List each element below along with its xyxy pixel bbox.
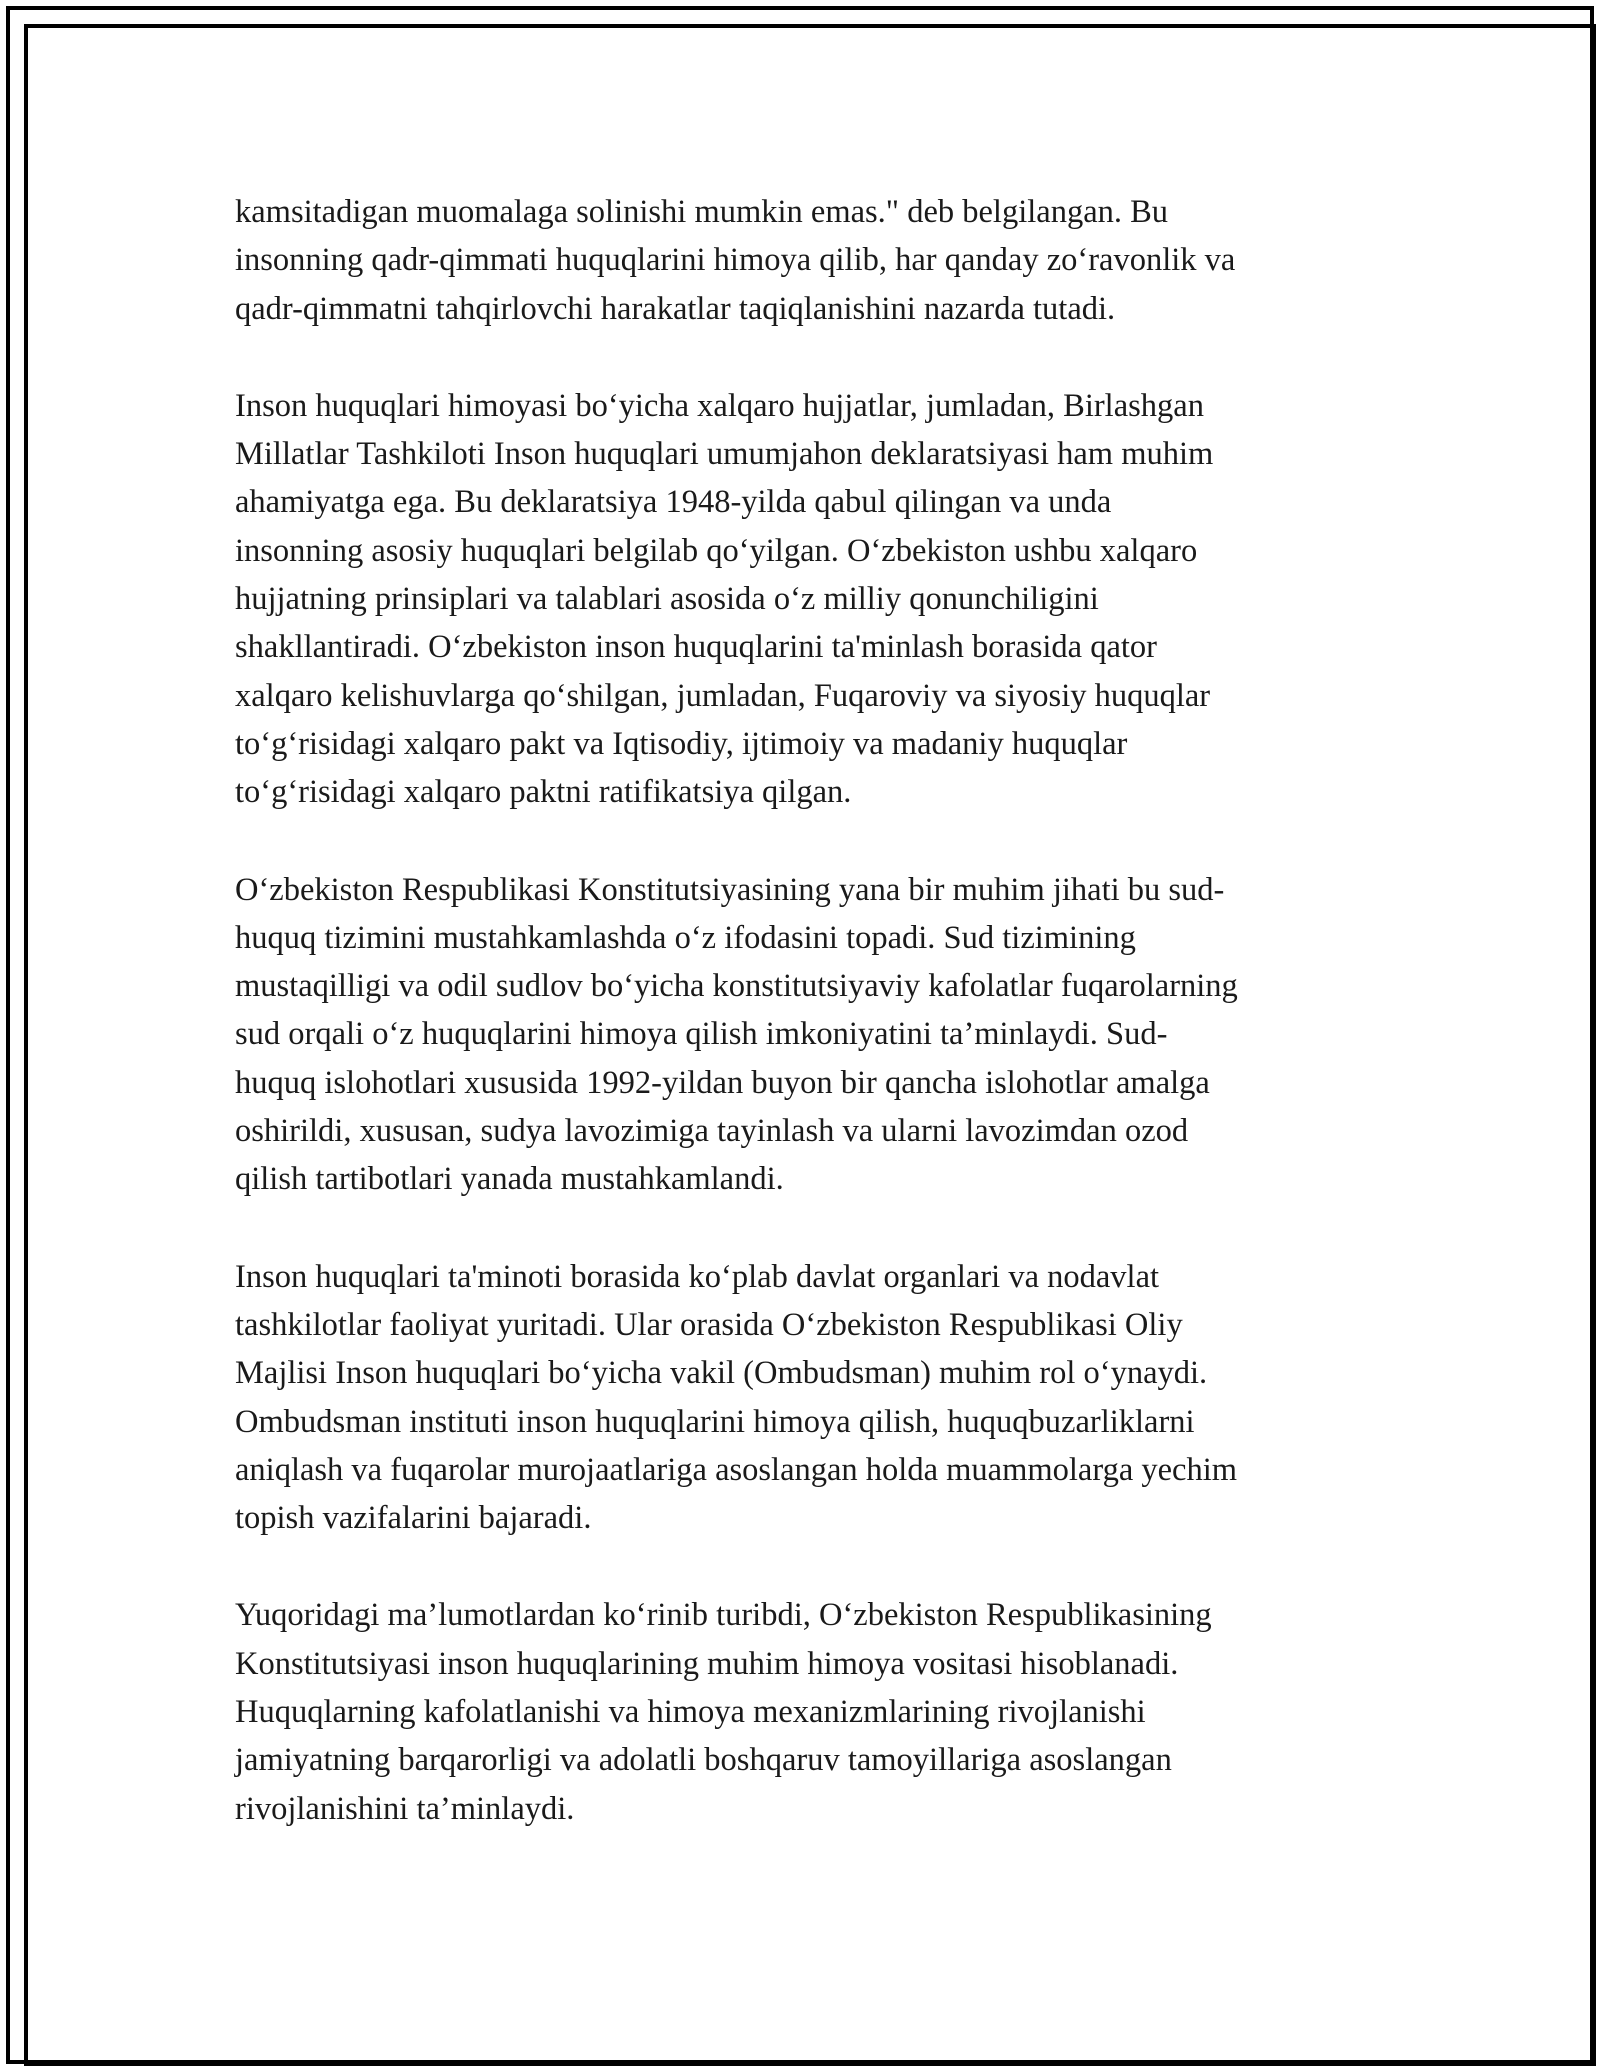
paragraph-4 — [235, 1253, 1370, 1543]
text-line: qadr-qimmatni tahqirlovchi harakatlar taqiqlanishini nazarda tutadi. — [235, 290, 1116, 327]
paragraph-3 — [235, 866, 1370, 1204]
text-line: Konstitutsiyasi inson huquqlarining muhim himoya vositasi hisoblanadi. — [235, 1645, 1179, 1682]
text-line: kamsitadigan muomalaga solinishi mumkin emas." deb belgilangan. Bu — [235, 194, 1169, 230]
text-line: insonning asosiy huquqlari belgilab qoʻyilgan. Oʻzbekiston ushbu xalqaro — [235, 532, 1198, 569]
document-body — [235, 188, 1370, 1882]
text-line: Majlisi Inson huquqlari boʻyicha vakil (Ombudsman) muhim rol oʻynaydi. — [235, 1355, 1208, 1392]
text-line: sud orqali oʻz huquqlarini himoya qilish imkoniyatini ta’minlaydi. Sud- — [235, 1016, 1168, 1053]
text-line: hujjatning prinsiplari va talablari asosida oʻz milliy qonunchiligini — [235, 581, 1099, 618]
text-line: ahamiyatga ega. Bu deklaratsiya 1948-yilda qabul qilingan va unda — [235, 484, 1112, 521]
text-line: toʻgʻrisidagi xalqaro paktni ratifikatsiya qilgan. — [235, 774, 852, 811]
text-line: huquq islohotlari xususida 1992-yildan buyon bir qancha islohotlar amalga — [235, 1064, 1210, 1101]
text-line: jamiyatning barqarorligi va adolatli boshqaruv tamoyillariga asoslangan — [235, 1742, 1172, 1779]
text-line: Ombudsman instituti inson huquqlarini himoya qilish, huquqbuzarliklarni — [235, 1403, 1195, 1440]
text-line: xalqaro kelishuvlarga qoʻshilgan, jumladan, Fuqaroviy va siyosiy huquqlar — [235, 677, 1211, 714]
text-line: shakllantiradi. Oʻzbekiston inson huquqlarini ta'minlash borasida qator — [235, 629, 1157, 666]
text-line: rivojlanishini ta’minlaydi. — [235, 1790, 575, 1827]
paragraph-5 — [235, 1591, 1370, 1832]
text-line: Inson huquqlari ta'minoti borasida koʻplab davlat organlari va nodavlat — [235, 1258, 1160, 1295]
paragraph-1 — [235, 188, 1370, 333]
text-line: mustaqilligi va odil sudlov boʻyicha konstitutsiyaviy kafolatlar fuqarolarning — [235, 968, 1238, 1005]
text-line: insonning qadr-qimmati huquqlarini himoya qilib, har qanday zoʻravonlik va — [235, 242, 1236, 279]
text-line: Inson huquqlari himoyasi boʻyicha xalqaro hujjatlar, jumladan, Birlashgan — [235, 387, 1204, 424]
text-line: tashkilotlar faoliyat yuritadi. Ular orasida Oʻzbekiston Respublikasi Oliy — [235, 1306, 1183, 1343]
text-line: toʻgʻrisidagi xalqaro pakt va Iqtisodiy, ijtimoiy va madaniy huquqlar — [235, 725, 1128, 762]
paragraph-2 — [235, 382, 1370, 817]
text-line: Millatlar Tashkiloti Inson huquqlari umumjahon deklaratsiyasi ham muhim — [235, 436, 1214, 473]
text-line: topish vazifalarini bajaradi. — [235, 1500, 592, 1537]
text-line: Yuqoridagi ma’lumotlardan koʻrinib turibdi, Oʻzbekiston Respublikasining — [235, 1597, 1212, 1634]
text-line: huquq tizimini mustahkamlashda oʻz ifodasini topadi. Sud tizimining — [235, 919, 1136, 956]
text-line: aniqlash va fuqarolar murojaatlariga asoslangan holda muammolarga yechim — [235, 1451, 1238, 1488]
text-line: Huquqlarning kafolatlanishi va himoya mexanizmlarining rivojlanishi — [235, 1694, 1146, 1731]
text-line: oshirildi, xususan, sudya lavozimiga tayinlash va ularni lavozimdan ozod — [235, 1113, 1189, 1150]
text-line: qilish tartibotlari yanada mustahkamlandi. — [235, 1161, 784, 1198]
text-line: Oʻzbekiston Respublikasi Konstitutsiyasining yana bir muhim jihati bu sud- — [235, 871, 1225, 908]
